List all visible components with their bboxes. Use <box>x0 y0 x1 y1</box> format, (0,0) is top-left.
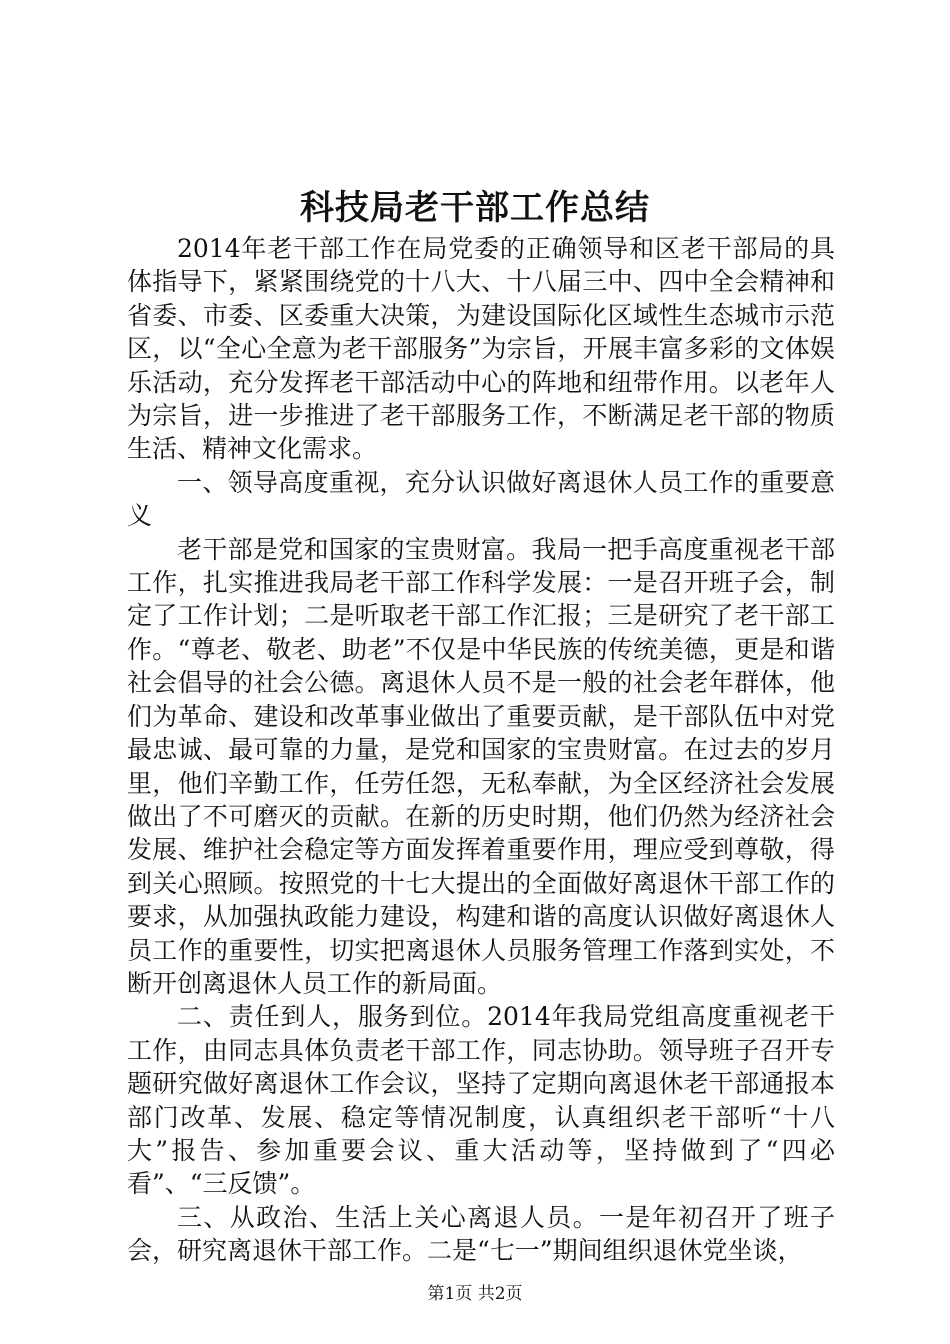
document-body <box>127 232 835 1268</box>
section-1-paragraph: 老干部是党和国家的宝贵财富。我局一把手高度重视老干部工作，扎实推进我局老干部工作科学发展：一是召开班子会，制定了工作计划；二是听取老干部工作汇报；三是研究了老干部工作。“尊老、敬老、助老”不仅是中华民族的传统美德，更是和谐社会倡导的社会公德。离退休人员不是一般的社会老年群体，他们为革命、建设和改革事业做出了重要贡献，是干部队伍中对党最忠诚、最可靠的力量，是党和国家的宝贵财富。在过去的岁月里，他们辛勤工作，任劳任怨，无私奉献，为全区经济社会发展做出了不可磨灭的贡献。在新的历史时期，他们仍然为经济社会发展、维护社会稳定等方面发挥着重要作用，理应受到尊敬，得到关心照顾。按照党的十七大提出的全面做好离退休干部工作的要求，从加强执政能力建设，构建和谐的高度认识做好离退休人员工作的重要性，切实把离退休人员服务管理工作落到实处，不断开创离退休人员工作的新局面。 <box>127 534 835 998</box>
section-2-paragraph: 二、责任到人，服务到位。2014年我局党组高度重视老干工作，由同志具体负责老干部工作，同志协助。领导班子召开专题研究做好离退休工作会议，坚持了定期向离退休老干部通报本部门改革、发展、稳定等情况制度，认真组织老干部听“十八大”报告、参加重要会议、重大活动等，坚持做到了“四必看”、“三反馈”。 <box>127 1002 835 1199</box>
document-title: 科技局老干部工作总结 <box>300 188 650 228</box>
page-footer: 第1页 共2页 <box>427 1284 523 1304</box>
intro-paragraph: 2014年老干部工作在局党委的正确领导和区老干部局的具体指导下，紧紧围绕党的十八大、十八届三中、四中全会精神和省委、市委、区委重大决策，为建设国际化区域性生态城市示范区，以“全心全意为老干部服务”为宗旨，开展丰富多彩的文体娱乐活动，充分发挥老干部活动中心的阵地和纽带作用。以老年人为宗旨，进一步推进了老干部服务工作，不断满足老干部的物质生活、精神文化需求。 <box>127 234 835 464</box>
section-3-paragraph: 三、从政治、生活上关心离退人员。一是年初召开了班子会，研究离退休干部工作。二是“七一”期间组织退休党坐谈， <box>127 1202 835 1266</box>
section-heading-1: 一、领导高度重视，充分认识做好离退休人员工作的重要意义 <box>127 467 835 531</box>
